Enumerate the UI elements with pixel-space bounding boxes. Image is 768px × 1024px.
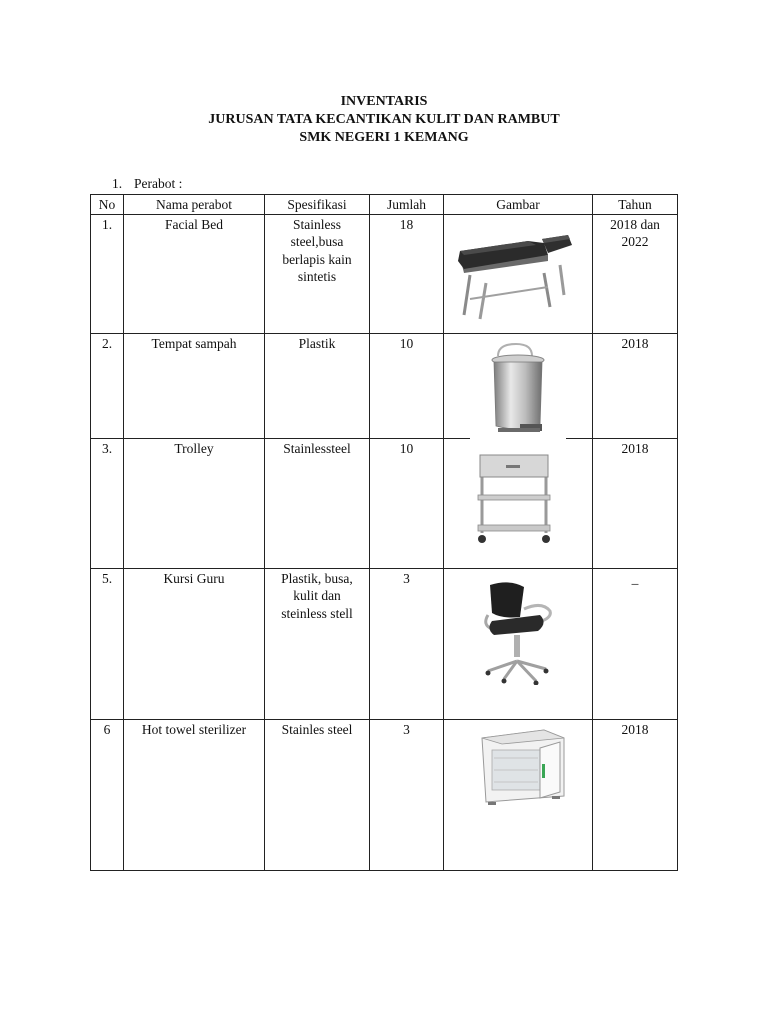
table-row: [91, 568, 678, 719]
cell-spec: Stainless steel,busa berlapis kain sintetis: [265, 214, 370, 333]
cell-image: [444, 214, 593, 333]
salon-chair-image: [480, 579, 560, 685]
cell-no: 5.: [91, 568, 124, 719]
cell-spec: Stainlessteel: [265, 438, 370, 568]
section-label: Perabot :: [134, 176, 183, 191]
facial-bed-image: [456, 225, 574, 321]
cell-image: [444, 333, 593, 438]
header-qty: Jumlah: [370, 195, 444, 215]
cell-qty: 10: [370, 333, 444, 438]
cell-image: [444, 568, 593, 719]
cell-year: 2018: [593, 333, 678, 438]
cell-qty: 18: [370, 214, 444, 333]
table-row: [91, 333, 678, 438]
table-header-row: [91, 195, 678, 215]
trolley-image: [466, 447, 566, 547]
table-row: [91, 719, 678, 870]
towel-sterilizer-image: [476, 726, 568, 808]
cell-no: 1.: [91, 214, 124, 333]
cell-name: Kursi Guru: [124, 568, 265, 719]
cell-no: 3.: [91, 438, 124, 568]
cell-year: _: [593, 568, 678, 719]
cell-name: Hot towel sterilizer: [124, 719, 265, 870]
doc-subtitle-school: SMK NEGERI 1 KEMANG: [299, 130, 469, 145]
cell-spec: Plastik: [265, 333, 370, 438]
cell-spec: Plastik, busa, kulit dan steinless stell: [265, 568, 370, 719]
header-name: Nama perabot: [124, 195, 265, 215]
cell-image: [444, 719, 593, 870]
cell-year: 2018 dan 2022: [593, 214, 678, 333]
cell-year: 2018: [593, 438, 678, 568]
trash-bin-image: [470, 342, 566, 440]
cell-qty: 10: [370, 438, 444, 568]
doc-subtitle-department: JURUSAN TATA KECANTIKAN KULIT DAN RAMBUT: [208, 112, 560, 127]
section-number: 1.: [112, 176, 123, 191]
cell-no: 2.: [91, 333, 124, 438]
table-row: [91, 438, 678, 568]
cell-qty: 3: [370, 719, 444, 870]
cell-name: Tempat sampah: [124, 333, 265, 438]
header-year: Tahun: [593, 195, 678, 215]
cell-year: 2018: [593, 719, 678, 870]
cell-no: 6: [91, 719, 124, 870]
doc-title: INVENTARIS: [340, 94, 428, 109]
header-spec: Spesifikasi: [265, 195, 370, 215]
header-image: Gambar: [444, 195, 593, 215]
cell-name: Facial Bed: [124, 214, 265, 333]
cell-name: Trolley: [124, 438, 265, 568]
cell-qty: 3: [370, 568, 444, 719]
inventory-table: [90, 194, 678, 871]
cell-spec: Stainles steel: [265, 719, 370, 870]
table-row: [91, 214, 678, 333]
section-heading: [112, 176, 182, 192]
cell-image: [444, 438, 593, 568]
header-no: No: [91, 195, 124, 215]
